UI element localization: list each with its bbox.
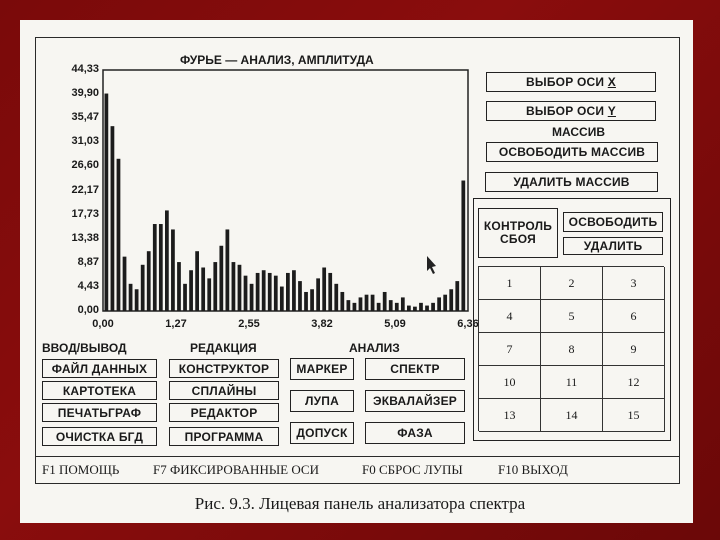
spectrum-bar (262, 270, 266, 311)
spectrum-bar (123, 257, 127, 311)
channel-cell[interactable]: 8 (541, 333, 603, 366)
program-button[interactable]: ПРОГРАММА (169, 427, 279, 446)
x-tick-label: 0,00 (92, 318, 114, 330)
spectrum-bar (334, 284, 338, 311)
spectrum-bar (425, 306, 429, 311)
spectrum-bar (226, 229, 230, 311)
x-tick-label: 2,55 (238, 318, 260, 330)
spectrum-bar (274, 276, 278, 311)
spectrum-bar (328, 273, 332, 311)
y-tick-label: 13,38 (71, 231, 99, 244)
spectrum-bar (455, 281, 459, 311)
spectrum-bar (147, 251, 151, 311)
spectrum-bar (256, 273, 260, 311)
spectrum-bar (383, 292, 387, 311)
spectrum-bar (195, 251, 199, 311)
spectrum-bar (250, 284, 254, 311)
spectrum-bar (401, 297, 405, 311)
spectrum-bar (316, 278, 320, 311)
spectrum-bar (310, 289, 314, 311)
spectrum-bar (292, 270, 296, 311)
print-graph-button[interactable]: ПЕЧАТЬГРАФ (42, 403, 157, 422)
spectrum-bar (171, 229, 175, 311)
y-tick-label: 35,47 (71, 111, 99, 124)
mouse-cursor-icon (427, 256, 436, 274)
spectrum-bar (431, 303, 435, 311)
spectrum-bar (189, 270, 193, 311)
channel-cell[interactable]: 5 (541, 300, 603, 333)
f10-exit[interactable]: F10 ВЫХОД (498, 462, 568, 477)
spectrum-bar (377, 303, 381, 311)
channel-cell[interactable]: 14 (541, 399, 603, 432)
status-bar (35, 456, 680, 484)
spectrum-bar (359, 297, 363, 311)
select-y-axis-button[interactable]: ВЫБОР ОСИ Y (486, 101, 656, 121)
spectrum-bar (443, 295, 447, 311)
f7-fixed-axes[interactable]: F7 ФИКСИРОВАННЫЕ ОСИ (153, 462, 319, 477)
spectrum-bar (141, 265, 145, 311)
editor-button[interactable]: РЕДАКТОР (169, 403, 279, 422)
spectrum-bar (268, 273, 272, 311)
spectrum-bar (219, 246, 223, 311)
channel-cell[interactable]: 2 (541, 267, 603, 300)
x-tick-label: 5,09 (384, 318, 406, 330)
fault-control-button[interactable]: КОНТРОЛЬ СБОЯ (478, 208, 558, 258)
spectrum-bar (213, 262, 217, 311)
spectrum-bar (183, 284, 187, 311)
spectrum-bar (365, 295, 369, 311)
y-tick-label: 8,87 (77, 255, 99, 268)
spectrum-bar (371, 295, 375, 311)
free-array-button[interactable]: ОСВОБОДИТЬ МАССИВ (486, 142, 658, 162)
y-tick-label: 17,73 (71, 207, 99, 220)
spectrum-bar (340, 292, 344, 311)
channel-cell[interactable]: 12 (603, 366, 665, 399)
y-tick-label: 0,00 (77, 304, 99, 316)
spectrum-bar (298, 281, 302, 311)
free-button[interactable]: ОСВОБОДИТЬ (563, 212, 663, 232)
spectrum-bar (322, 268, 326, 311)
y-tick-label: 22,17 (71, 183, 99, 196)
magnifier-button[interactable]: ЛУПА (290, 390, 354, 412)
marker-button[interactable]: МАРКЕР (290, 358, 354, 380)
spectrum-bar (159, 224, 163, 311)
chart-title: ФУРЬЕ — АНАЛИЗ, АМПЛИТУДА (180, 53, 374, 67)
spectrum-bar (395, 303, 399, 311)
spectrum-bar (419, 303, 423, 311)
spectrum-bar (286, 273, 290, 311)
clear-bgd-button[interactable]: ОЧИСТКА БГД (42, 427, 157, 446)
y-tick-label: 44,33 (71, 63, 99, 75)
spectrum-bar (407, 306, 411, 311)
spectrum-button[interactable]: СПЕКТР (365, 358, 465, 380)
spectrum-bar (238, 265, 242, 311)
analysis-section-label: АНАЛИЗ (349, 341, 400, 355)
y-tick-label: 4,43 (77, 279, 99, 292)
spectrum-bar (105, 94, 109, 311)
spectrum-bar (207, 278, 211, 311)
spectrum-bar (449, 289, 453, 311)
spectrum-bar (117, 159, 121, 311)
equalizer-button[interactable]: ЭКВАЛАЙЗЕР (365, 390, 465, 412)
spectrum-bar (389, 300, 393, 311)
spectrum-bar (244, 276, 248, 311)
spectrum-bar (353, 303, 357, 311)
channel-cell[interactable]: 15 (603, 399, 665, 432)
card-index-button[interactable]: КАРТОТЕКА (42, 381, 157, 400)
channel-cell[interactable]: 13 (479, 399, 541, 432)
spectrum-bar (232, 262, 236, 311)
channel-cell[interactable]: 11 (541, 366, 603, 399)
channel-cell[interactable]: 7 (479, 333, 541, 366)
spectrum-bar (201, 268, 205, 311)
edit-section-label: РЕДАКЦИЯ (190, 341, 257, 355)
f0-reset-magnifier[interactable]: F0 СБРОС ЛУПЫ (362, 462, 463, 477)
x-tick-label: 6,36 (457, 318, 479, 330)
spectrum-bar (280, 287, 284, 311)
tolerance-button[interactable]: ДОПУСК (290, 422, 354, 444)
y-tick-label: 31,03 (71, 135, 99, 148)
delete-array-button[interactable]: УДАЛИТЬ МАССИВ (485, 172, 658, 192)
axis-x-letter: X (607, 75, 616, 89)
spectrum-bar (153, 224, 157, 311)
channel-cell[interactable]: 9 (603, 333, 665, 366)
figure-caption: Рис. 9.3. Лицевая панель анализатора спектра (194, 494, 526, 513)
axis-y-letter: Y (607, 104, 616, 118)
channel-cell[interactable]: 10 (479, 366, 541, 399)
delete-button[interactable]: УДАЛИТЬ (563, 237, 663, 255)
spectrum-bar (135, 289, 139, 311)
spectrum-bar (437, 297, 441, 311)
channel-cell[interactable]: 3 (603, 267, 665, 300)
y-tick-label: 26,60 (71, 159, 99, 172)
spectrum-bar (347, 300, 351, 311)
io-section-label: ВВОД/ВЫВОД (42, 341, 127, 355)
channel-cell[interactable]: 1 (479, 267, 541, 300)
x-tick-label: 1,27 (165, 318, 187, 330)
data-file-button[interactable]: ФАЙЛ ДАННЫХ (42, 359, 157, 378)
spectrum-bar (461, 181, 465, 311)
channel-grid (478, 266, 664, 431)
spectrum-bar (165, 210, 169, 311)
spectrum-bar (129, 284, 133, 311)
plot-frame (103, 70, 468, 311)
x-tick-label: 3,82 (311, 318, 333, 330)
phase-button[interactable]: ФАЗА (365, 422, 465, 444)
select-x-axis-button[interactable]: ВЫБОР ОСИ X (486, 72, 656, 92)
channel-cell[interactable]: 4 (479, 300, 541, 333)
spectrum-bar (413, 307, 417, 311)
spectrum-bar (304, 292, 308, 311)
f1-help[interactable]: F1 ПОМОЩЬ (42, 462, 120, 477)
splines-button[interactable]: СПЛАЙНЫ (169, 381, 279, 400)
spectrum-bar (111, 126, 115, 311)
spectrum-bar (177, 262, 181, 311)
constructor-button[interactable]: КОНСТРУКТОР (169, 359, 279, 378)
y-tick-label: 39,90 (71, 87, 99, 100)
array-label: МАССИВ (552, 125, 605, 139)
channel-cell[interactable]: 6 (603, 300, 665, 333)
